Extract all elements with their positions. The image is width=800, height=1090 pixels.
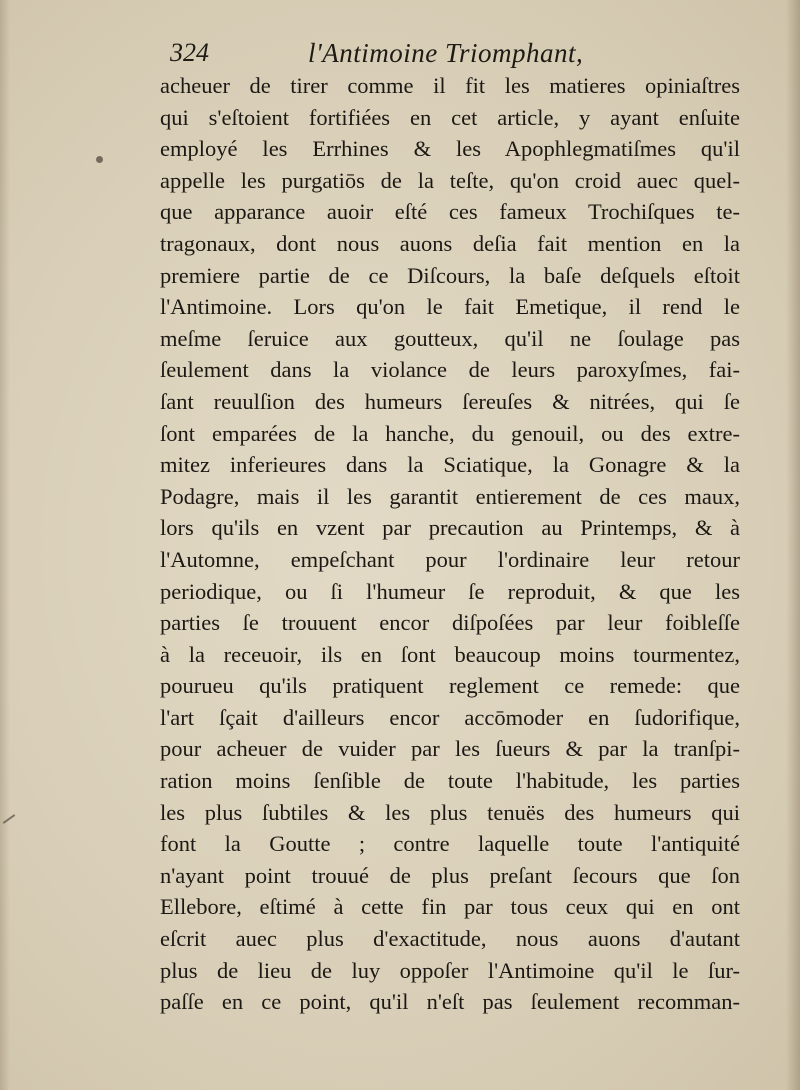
text-line: font la Goutte ; contre laquelle toute l'antiquité bbox=[160, 831, 740, 857]
text-line: l'Antimoine. Lors qu'on le fait Emetique, il rend le bbox=[160, 294, 740, 320]
text-line: appelle les purgatiōs de la teſte, qu'on croid auec quel- bbox=[160, 167, 740, 193]
text-line: meſme ſeruice aux goutteux, qu'il ne ſoulage pas bbox=[160, 325, 740, 351]
text-line: periodique, ou ſi l'humeur ſe reproduit, & que les bbox=[160, 578, 740, 604]
text-line: l'art ſçait d'ailleurs encor accōmoder en ſudorifique, bbox=[160, 704, 740, 730]
page-right-shadow bbox=[786, 0, 800, 1090]
text-line: ſant reuulſion des humeurs ſereuſes & nitrées, qui ſe bbox=[160, 388, 740, 414]
text-line: ſont emparées de la hanche, du genouil, ou des extre- bbox=[160, 420, 740, 446]
text-line: Podagre, mais il les garantit entierement de ces maux, bbox=[160, 483, 740, 509]
text-line: parties ſe trouuent encor diſpoſées par leur foibleſſe bbox=[160, 610, 740, 636]
text-line: tragonaux, dont nous auons deſia fait mention en la bbox=[160, 230, 740, 256]
body-text bbox=[160, 70, 740, 1018]
text-line: les plus ſubtiles & les plus tenuës des humeurs qui bbox=[160, 799, 740, 825]
text-line: qui s'eſtoient fortifiées en cet article, y ayant enſuite bbox=[160, 104, 740, 130]
text-line: ration moins ſenſible de toute l'habitude, les parties bbox=[160, 768, 740, 794]
text-line: Ellebore, eſtimé à cette fin par tous ceux qui en ont bbox=[160, 894, 740, 920]
text-line: l'Automne, empeſchant pour l'ordinaire leur retour bbox=[160, 546, 740, 572]
text-line: que apparance auoir eſté ces fameux Trochiſques te- bbox=[160, 199, 740, 225]
text-line: acheuer de tirer comme il fit les matieres opiniaſtres bbox=[160, 73, 740, 98]
margin-ink-dot bbox=[96, 156, 103, 163]
page-left-shadow bbox=[0, 0, 10, 1090]
text-line: employé les Errhines & les Apophlegmatiſmes qu'il bbox=[160, 136, 740, 162]
text-line: pourueu qu'ils pratiquent reglement ce remede: que bbox=[160, 673, 740, 699]
text-line: mitez inferieures dans la Sciatique, la Gonagre & la bbox=[160, 452, 740, 478]
text-line: premiere partie de ce Diſcours, la baſe deſquels eſtoit bbox=[160, 262, 740, 288]
text-line: à la receuoir, ils en ſont beaucoup moins tourmentez, bbox=[160, 641, 740, 667]
text-line: ſeulement dans la violance de leurs paroxyſmes, fai- bbox=[160, 357, 740, 383]
text-line: lors qu'ils en vzent par precaution au Printemps, & à bbox=[160, 515, 740, 541]
page-header bbox=[170, 36, 740, 70]
text-line: paſſe en ce point, qu'il n'eſt pas ſeulement recomman- bbox=[160, 989, 740, 1015]
page-number: 324 bbox=[170, 38, 209, 67]
text-line: pour acheuer de vuider par les ſueurs & par la tranſpi- bbox=[160, 736, 740, 762]
text-line: plus de lieu de luy oppoſer l'Antimoine qu'il le ſur- bbox=[160, 957, 740, 983]
text-line: n'ayant point trouué de plus preſant ſecours que ſon bbox=[160, 862, 740, 888]
text-line: eſcrit auec plus d'exactitude, nous auons d'autant bbox=[160, 926, 740, 952]
running-title: l'Antimoine Triomphant, bbox=[308, 38, 584, 68]
